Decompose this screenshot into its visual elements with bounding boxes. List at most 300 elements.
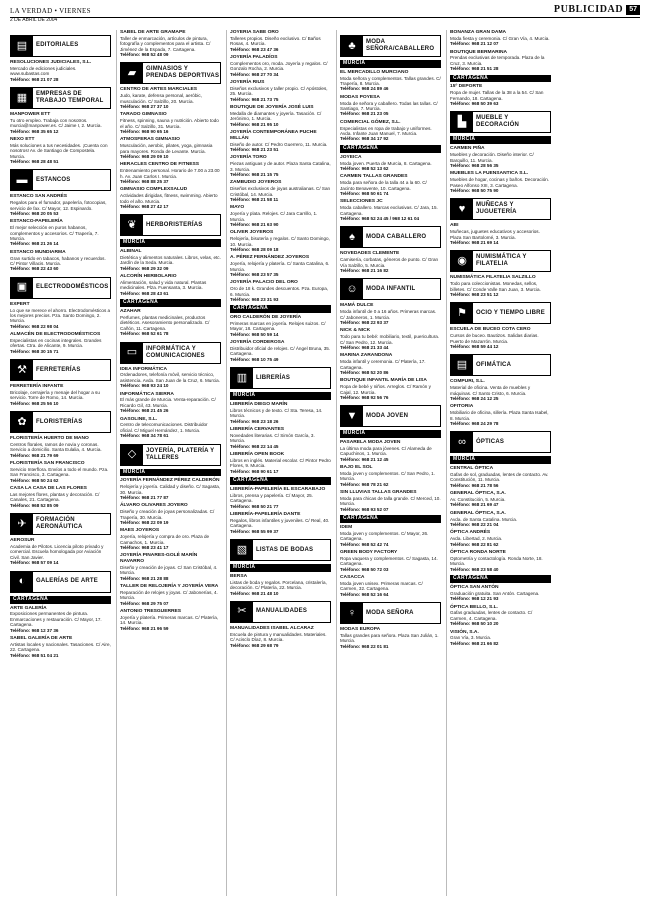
listing-entry [120, 87, 221, 109]
listing-name: AEROSUR [10, 538, 35, 544]
listing-phone: Teléfono: 968 21 77 87 [120, 495, 169, 501]
listing-description: Gafas de sol, graduadas, lentes de contacto. Av. Constitución, 11. Murcia. [450, 472, 549, 483]
listing-name: NOVEDADES CLEMENTE [340, 251, 400, 257]
listing-phone: Teléfono: 968 22 01 81 [340, 643, 389, 649]
listing-entry [230, 55, 331, 77]
listing-name: BAJO EL SOL [340, 465, 373, 471]
listing-name: TALLER DE RELOJERÍA Y JOYERÍA VERA [120, 584, 219, 590]
listing-name: NICK & NICK [340, 328, 371, 334]
listing-entry [340, 120, 441, 142]
listing-phone: Teléfono: 968 59 44 12 [450, 343, 499, 349]
listing-entry [230, 427, 331, 449]
listing-name: GENERAL ÓPTICA, S.A. [450, 510, 506, 516]
listing-phone: Teléfono: 968 21 73 75 [230, 96, 279, 102]
category-header [10, 35, 111, 57]
listing-phone: Teléfono: 968 21 07 28 [10, 76, 59, 82]
city-subheading: MURCIA [450, 456, 551, 464]
listing-entry [120, 503, 221, 525]
listing-entry [230, 280, 331, 302]
listing-description: Joyería y platería. Primeras marcas. C/ Platería, 14. Murcia. [120, 615, 219, 626]
city-subheading: CARTAGENA [120, 299, 221, 307]
city-subheading: MURCIA [230, 564, 331, 572]
category-header [340, 278, 441, 300]
listing-entry [230, 180, 331, 202]
listing-name: MARINA ZARANDONA [340, 353, 393, 359]
listing-description: Listas de boda y regalos. Porcelana, cristalería, decoración. C/ Platería, 22. Murcia. [230, 579, 327, 591]
category-title: MODA SEÑORA/CABALLERO [366, 38, 435, 52]
listing-description: Av. Constitución, 5. Murcia. [450, 497, 506, 503]
shirt-icon: ▼ [341, 406, 363, 426]
listing-description: Tu otro empleo. Trabaja con nosotros. murcia@manpower.es. C/ Jaime I, 2. Murcia. [10, 117, 102, 129]
listing-entry [230, 574, 331, 596]
listing-name: SABEL DE ARTE GRAMAPÉ [120, 30, 186, 35]
listing-description: Graduación gratuita. San Antón. Cartagena. [450, 590, 540, 596]
directory-column [226, 30, 331, 896]
listing-phone: Teléfono: 968 35 65 12 [10, 128, 59, 134]
listing-name: MANPOWER ETT [10, 112, 51, 117]
listing-name: ANTONIO TRESGUERRES [120, 609, 182, 615]
category-title: MODA SEÑORA [366, 609, 414, 616]
category-header [120, 62, 221, 84]
listing-description: Especialistas en cocinas integrales. Grandes ofertas. Ctra. de Alicante, 9. Murcia. [10, 338, 102, 349]
listing-phone: Teléfono: 968 12 21 93 [450, 596, 499, 602]
listing-phone: Teléfono: 968 21 28 88 [120, 575, 169, 581]
listing-name: LIBRERÍA CERVANTES [230, 427, 284, 433]
listing-description: Las mejores flores, plantas y decoración. C/ Canales, 21. Cartagena. [10, 492, 100, 503]
listing-name: FLORISTERÍA SAN FRANCISCO [10, 461, 85, 467]
child-icon: ☺ [341, 279, 363, 299]
listing-entry [340, 328, 441, 350]
listing-phone: Teléfono: 968 21 66 82 [450, 640, 499, 646]
listing-description: Tallas grandes para señora. Plaza San Julián, 1. Murcia. [340, 632, 439, 644]
listing-entry [340, 353, 441, 375]
listing-description: Muñecas, juguetes educativos y accesorios. Plaza San Bartolomé, 3. Murcia. [450, 229, 540, 240]
category-title: OFIMÁTICA [476, 361, 512, 368]
listing-entry [120, 249, 221, 271]
listing-entry [450, 171, 551, 193]
listing-entry [10, 194, 111, 216]
listing-description: Gran Vía, 3. Murcia. [450, 635, 492, 641]
listing-phone: Teléfono: 968 23 41 17 [120, 545, 169, 551]
listing-entry [10, 250, 111, 272]
listing-name: HERACLES CENTRO DE FITNESS [120, 162, 200, 168]
listing-description: Medalla de diamantes y joyería. Tasación. C/ Jerónimo, 1. Murcia. [230, 110, 322, 122]
listing-description: Diseño de autor. C/ Pedro Guerrero, 11. Murcia. [230, 141, 328, 147]
listing-phone: Teléfono: 968 27 70 34 [230, 71, 279, 77]
listing-description: Centros florales, ramos de novia y coronas. Servicio a domicilio. Santa Eulalia, 4. Murcia. [10, 442, 102, 453]
listing-entry [450, 630, 551, 647]
listing-entry [10, 332, 111, 354]
listing-phone: Teléfono: 968 21 26 14 [10, 241, 59, 247]
listing-name: INFORMÁTICA SIERRA [120, 391, 174, 397]
category-header [450, 354, 551, 376]
listing-phone: Teléfono: 968 52 13 62 [340, 165, 389, 171]
listing-entry [450, 530, 551, 547]
directory-column [336, 30, 441, 896]
listing-description: Lo que se merece el ahorro. Electrodomésticos a los mejores precios. Pza. Santo Domingo, 2. Murcia. [10, 307, 111, 324]
city-subheading: MURCIA [340, 60, 441, 68]
listing-name: JOYERÍA RIUS [230, 80, 265, 85]
listing-phone: Teléfono: 968 28 48 51 [10, 159, 59, 164]
city-subheading: MURCIA [340, 430, 441, 438]
listing-name: ESTANCO SAN ANDRÉS [10, 194, 68, 200]
listing-name: JOYERÍA PALADÍOS [230, 55, 278, 60]
city-subheading: MURCIA [120, 469, 221, 477]
listing-description: Muebles y decoración. Diseño interior. C/ Barquillo, 11. Murcia. [450, 152, 534, 163]
listing-name: ALMACÉN DE ELECTRODOMÉSTICOS [10, 332, 101, 338]
listing-phone: Teléfono: 968 10 75 49 [230, 356, 279, 362]
listing-name: RESOLUCIONES JUDICIALES, S.L. [10, 60, 92, 65]
page-header [10, 3, 640, 18]
glasses-icon: ∞ [451, 432, 473, 452]
listing-entry [120, 553, 221, 581]
listing-name: OLIVER JOYEROS [230, 230, 274, 236]
listing-phone: Teléfono: 968 90 65 16 [120, 129, 169, 134]
listing-phone: Teléfono: 968 51 04 21 [10, 652, 59, 658]
directory-column [446, 30, 551, 896]
listing-name: MAMÁ DULCE [340, 303, 374, 309]
scissors-icon: ✂ [231, 602, 253, 622]
listing-entry [450, 379, 551, 401]
listing-phone: Teléfono: 968 23 58 40 [450, 566, 499, 572]
listing-description: Moda fiesta y ceremonia. C/ Gran Vía, 4. Murcia. [450, 35, 550, 41]
listing-name: JOYEICA [340, 154, 362, 160]
category-header [10, 277, 111, 299]
listing-phone: Teléfono: 968 21 16 82 [340, 267, 389, 273]
listing-phone: Teléfono: 968 21 12 07 [450, 41, 499, 47]
category-title: GIMNASIOS Y PRENDAS DEPORTIVAS [146, 66, 220, 80]
listing-description: Ropa de mujer. Tallas de la 38 a la 54. C/ San Fernando, 18. Cartagena. [450, 90, 544, 101]
city-subheading: CARTAGENA [450, 75, 551, 83]
listing-description: Moda señora y complementos. Tallas grandes. C/ Trapería, 8. Murcia. [340, 75, 441, 87]
listing-entry [10, 112, 111, 134]
listing-phone: Teléfono: 968 90 61 17 [230, 468, 279, 474]
gift-icon: ▧ [231, 540, 253, 560]
city-subheading: CARTAGENA [340, 145, 441, 153]
listing-entry [340, 525, 441, 547]
listing-phone: Teléfono: 968 21 96 59 [120, 625, 169, 631]
listing-name: 15º DEPORTE [450, 84, 483, 90]
listing-name: JOYERÍA CORDEROSA [230, 340, 285, 346]
category-header [120, 444, 221, 466]
listing-phone: Teléfono: 968 52 20 86 [340, 369, 389, 375]
newspaper-name: LA VERDAD • VIERNES [10, 6, 91, 15]
listing-entry [10, 606, 111, 633]
appliance-icon: ▣ [11, 278, 33, 298]
listing-phone: Teléfono: 968 28 43 61 [120, 290, 169, 296]
category-title: ÓPTICAS [476, 438, 505, 445]
listing-name: EXPERT [10, 301, 30, 307]
listing-entry [10, 636, 111, 658]
listing-description: Ropa vaquera y complementos. C/ Sagasta, 14. Cartagena. [340, 555, 438, 567]
listing-description: Más soluciones a tus necesidades. ¡Cuenta con nosotros! Av. de Santiago de Compostela. Murcia. [10, 142, 108, 159]
listing-phone: Teléfono: 968 52 48 09 [120, 52, 169, 57]
listing-entry [340, 303, 441, 325]
category-header [230, 367, 331, 389]
listing-name: MAES JOYEROS [120, 528, 160, 534]
listing-phone: Teléfono: 968 52 61 78 [120, 331, 169, 337]
listing-name: A. PÉREZ FERNÁNDEZ JOYEROS [230, 255, 310, 261]
cigarette-icon: ▬ [11, 170, 33, 190]
listing-description: Avda. Libertad, 2. Murcia. [450, 536, 503, 542]
listing-phone: Teléfono: 968 24 29 78 [450, 420, 499, 426]
listing-description: El mejor selección en puros habanos, complementos y accesorios. C/ Trapería, 7. Murcia. [10, 225, 99, 241]
listing-phone: Teléfono: 968 50 59 14 [230, 331, 279, 337]
category-title: MUÑECAS Y JUGUETERÍA [476, 202, 517, 216]
listing-phone: Teléfono: 968 22 14 45 [230, 443, 279, 449]
listing-phone: Teléfono: 968 29 68 79 [230, 642, 279, 648]
listing-name: JOYERÍA SABÉ ORO [230, 30, 279, 35]
listing-description: Fitness, spinning, sauna y nutrición. Abierto todo el año. C/ Salzillo, 31. Murcia. [120, 118, 219, 129]
listing-name: MAYO [230, 205, 245, 211]
category-title: ESTANCOS [36, 176, 71, 183]
listing-phone: Teléfono: 968 23 51 12 [450, 291, 499, 297]
category-title: OCIO Y TIEMPO LIBRE [476, 309, 545, 316]
listing-entry [450, 50, 551, 72]
listing-entry [230, 487, 331, 509]
listing-name: CASA LA CASA DE LAS FLORES [10, 486, 87, 492]
listing-phone: Teléfono: 968 21 23 05 [340, 111, 389, 117]
listing-name: OFITORIA [450, 404, 474, 410]
listing-entry [10, 461, 111, 483]
listing-description: Diseño y creación de joyas. C/ San Cristóbal, 4. Murcia. [120, 565, 218, 576]
listing-phone: Teléfono: 968 21 69 47 [450, 502, 499, 508]
listing-entry [340, 575, 441, 597]
listing-phone: Teléfono: 968 52 24 45 / 968 12 61 04 [340, 215, 420, 221]
listing-name: BONANZA GRAN DAMA [450, 30, 507, 35]
listing-description: Taller de enmarcación, artículos de pintura, fotografía y complementos para el artista. C/ Jiménez de la Espada, 7. Cartagena. [120, 35, 211, 52]
listing-description: Reparación de relojes y joyas. C/ Jabonerías, 4. Murcia. [120, 590, 218, 601]
city-subheading: MURCIA [230, 392, 331, 400]
listing-entry [340, 95, 441, 117]
listing-name: LIBRERÍA DIEGO MARÍN [230, 402, 288, 408]
listing-entry [230, 205, 331, 227]
listing-description: Moda de señora y caballero. Todas las tallas. C/ Santiago, 7. Murcia. [340, 100, 438, 112]
listing-phone: Teléfono: 968 50 72 03 [340, 566, 389, 572]
listing-name: MODAS POYESA [340, 94, 380, 100]
listing-description: Talleres propios. Diseño exclusivo. C/ Baños Rosas, 4. Murcia. [230, 35, 321, 47]
listing-entry [230, 402, 331, 424]
listing-description: Libros en inglés. Material escolar. C/ Pintor Pedro Flores, 9. Murcia. [230, 457, 331, 469]
listing-phone: Teléfono: 968 24 89 46 [340, 86, 389, 92]
listing-entry [450, 327, 551, 349]
listing-description: Primeras marcas en joyería. Relojes suizos. C/ Mayor, 18. Cartagena. [230, 321, 326, 332]
dress-icon: ♣ [341, 36, 363, 56]
listing-name: ATMOSFERAS GIMNASIO [120, 137, 180, 143]
tools-icon: ⚒ [11, 360, 33, 380]
category-title: EDITORIALES [36, 42, 79, 49]
listing-entry [120, 137, 221, 159]
category-header [10, 87, 111, 109]
listing-entry [450, 146, 551, 168]
category-title: GALERÍAS DE ARTE [36, 578, 98, 585]
listing-phone: Teléfono: 968 50 21 77 [230, 503, 279, 509]
category-title: HERBORISTERÍAS [146, 221, 203, 228]
listing-description: Mercado de ediciones judiciales. www.subastas.com [10, 65, 77, 77]
category-title: MODA INFANTIL [366, 285, 416, 292]
listing-description: Ropa de bebé y niños. Arreglos. C/ Ramón y Cajal, 12. Murcia. [340, 384, 431, 395]
category-title: INFORMÁTICA Y COMUNICACIONES [146, 345, 205, 359]
listing-description: Academia de Pilotos. Licencia piloto privado y comercial. Escuela homologada por Aviación Civil. San Javier. [10, 544, 104, 560]
listing-description: Gran surtido en tabacos, habanos y recuerdos. C/ Pintor Villacis. Murcia. [10, 255, 106, 266]
listing-entry [120, 392, 221, 414]
listing-description: Cursos de buceo. Bautizos. Salidas diarias. Puerto de Mazarrón. Murcia. [450, 333, 539, 344]
listing-name: SELECCIONES JC [340, 199, 383, 205]
listing-description: Servicio Interflora. Envíos a todo el mundo. Pza. San Francisco, 3. Cartagena. [10, 467, 109, 478]
listing-description: Libros, prensa y papelería. C/ Mayor, 25. Cartagena. [230, 492, 313, 504]
listing-name: AZAHAR [120, 309, 141, 315]
listing-description: Artistas locales y nacionales. Tasaciones. C/ Aire, 22. Cartagena. [10, 641, 111, 653]
category-title: ELECTRODOMÉSTICOS [36, 284, 109, 291]
listing-description: Actividades dirigidas, fitness, swimming. Abierto todo el año. Murcia. [120, 193, 218, 204]
listing-name: JOYERÍA TORO [230, 155, 267, 161]
page-number: 57 [626, 5, 640, 15]
listing-name: EL MERCADILLO MURCIANO [340, 69, 409, 75]
listing-entry [340, 70, 441, 92]
listing-name: IDEM [340, 525, 353, 531]
listing-phone: Teléfono: 968 78 21 62 [340, 481, 389, 487]
category-title: JOYERÍA, PLATERÍA Y TALLERES [146, 447, 215, 461]
listing-name: MODAS EUROPA [340, 627, 381, 633]
category-header [340, 226, 441, 248]
listing-entry [230, 105, 331, 127]
listing-phone: Teléfono: 968 21 78 56 [450, 482, 499, 488]
listing-phone: Teléfono: 968 27 37 10 [120, 104, 169, 109]
listing-description: Moda joven unisex. Primeras marcas. C/ Carmen, 32. Cartagena. [340, 580, 423, 592]
ring-icon: ◇ [121, 445, 143, 465]
listing-entry [230, 315, 331, 337]
listing-phone: Teléfono: 968 21 63 90 [230, 221, 279, 227]
listing-entry [120, 162, 221, 184]
listing-name: FLORISTERÍA HUERTO DE MANO [10, 436, 89, 442]
listing-name: ORO CALDERÓN DE JOYERÍA [230, 315, 302, 321]
computer-icon: ▭ [121, 343, 143, 363]
listing-name: BERSA [230, 573, 248, 579]
listing-phone: Teléfono: 968 29 09 10 [120, 154, 169, 159]
listing-entry [10, 436, 111, 458]
listing-description: Piezas antiguas y de autor. Plaza Santa Catalina, 3. Murcia. [230, 161, 331, 172]
listing-name: ÓPTICA SAN ANTÓN [450, 584, 499, 590]
category-header [10, 513, 111, 535]
listing-name: ESCUELA DE BUCEO COTA CERO [450, 327, 531, 333]
category-title: FORMACIÓN AERONÁUTICA [36, 517, 83, 531]
listing-phone: Teléfono: 968 29 75 07 [120, 600, 169, 606]
listing-name: MUEBLES LA FUENSANTICA S.L. [450, 171, 529, 177]
listing-description: Todo para tu bebé: mobiliario, textil, puericultura. C/ San Pedro, 12. Murcia. [340, 334, 440, 345]
listing-phone: Teléfono: 968 21 23 51 [230, 146, 279, 152]
listing-description: Material de oficina. Venta de muebles y máquinas. C/ Santo Cristo, 6. Murcia. [450, 385, 531, 396]
listing-description: Oro de 18 k. Grandes descuentos. Pza. Europa, 6. Murcia. [230, 286, 329, 297]
listing-phone: Teléfono: 968 93 52 07 [340, 506, 389, 512]
listing-description: Bricolaje, cerrajería y menaje del hogar a su servicio. Torre de Romo, 14. Murcia. [10, 390, 100, 401]
listing-phone: Teléfono: 968 57 09 14 [10, 560, 59, 566]
listing-phone: Teléfono: 968 21 12 45 [340, 456, 389, 462]
printer-icon: ▤ [451, 355, 473, 375]
listing-name: FERRETERÍA INFANTE [10, 384, 64, 390]
listing-description: Exposiciones permanentes de pintura. Enmarcaciones y restauración. C/ Mayor, 17. Cartagena. [10, 611, 102, 628]
listing-phone: Teléfono: 968 23 18 26 [230, 418, 279, 424]
listing-phone: Teléfono: 968 12 37 36 [10, 627, 59, 633]
category-title: MODA CABALLERO [366, 233, 427, 240]
category-header [340, 405, 441, 427]
listing-name: ZAMBUDIO JOYEROS [230, 180, 282, 186]
listing-phone: Teléfono: 968 50 39 63 [450, 101, 499, 107]
listing-description: Ordenadores, telefonía móvil, servicio técnico, asistencia. Avda. San Juan de la Cruz, 6. Murcia. [120, 372, 221, 383]
coin-icon: ◉ [451, 251, 473, 271]
listing-entry [450, 404, 551, 426]
city-subheading: CARTAGENA [340, 515, 441, 523]
listing-phone: Teléfono: 968 30 15 71 [10, 348, 59, 354]
section-title: PUBLICIDAD [553, 4, 624, 16]
listing-entry [120, 417, 221, 439]
flower-icon: ✿ [11, 412, 33, 432]
listing-name: CENTRO DE ARTES MARCIALES [120, 87, 197, 93]
listing-entry [230, 512, 331, 534]
listing-name: GASOLINE, S.L. [120, 416, 158, 422]
category-title: FERRETERÍAS [36, 366, 81, 373]
listing-description: Diseño y creación de joyas personalizadas. C/ Trapería, 30. Murcia. [120, 509, 215, 520]
listing-description: Distribuidor oficial de relojes. C/ Ángel Bruna, 35. Cartagena. [230, 346, 331, 357]
woman-icon: ♀ [341, 603, 363, 623]
category-header [340, 602, 441, 624]
listing-name: SABEL GALERÍA DE ARTE [10, 635, 73, 641]
listing-entry [450, 605, 551, 627]
listing-description: Muebles de hogar, cocinas y baños. Decoración. Paseo Alfonso XIII, 3. Cartagena. [450, 177, 550, 188]
listing-phone: Teléfono: 968 28 09 18 [230, 246, 279, 252]
listing-entry [120, 309, 221, 336]
listing-entry [450, 223, 551, 245]
city-subheading: CARTAGENA [10, 596, 111, 604]
listing-entry [340, 251, 441, 273]
category-header [230, 601, 331, 623]
leisure-icon: ⚑ [451, 303, 473, 323]
listing-name: NEXO ETT [10, 137, 35, 142]
section-header [554, 4, 640, 17]
category-header [10, 169, 111, 191]
listing-description: Prendas exclusivas de temporada. Plaza de la Cruz, 3. Murcia. [450, 55, 545, 66]
listing-entry [230, 30, 331, 52]
city-subheading: CARTAGENA [230, 305, 331, 313]
listing-description: Moda infantil y ceremonia. C/ Platería, 17. Cartagena. [340, 359, 426, 370]
listing-description: Dietética y alimentos naturales. Libros, velas, etc. Jardín de la Seda. Murcia. [120, 255, 221, 266]
listing-phone: Teléfono: 968 52 42 74 [340, 541, 389, 547]
category-header [10, 359, 111, 381]
listing-entry [340, 378, 441, 400]
listing-description: Complementos oro, moda. Joyería y regalos. C/ Gonzalo Rocha, 2. Murcia. [230, 60, 328, 72]
listing-entry [10, 384, 111, 406]
listing-phone: Teléfono: 968 34 17 92 [340, 136, 389, 142]
listing-name: IDEA INFORMÁTICA [120, 366, 168, 372]
listing-entry [450, 491, 551, 508]
listing-description: Relojería y joyería. Calidad y diseño. C/ Sagasta, 30. Murcia. [120, 484, 221, 495]
category-header [10, 411, 111, 433]
listing-entry [230, 255, 331, 277]
listing-description: Centro de telecomunicaciones. Distribuidor oficial. C/ Miguel Hernández, 1. Murcia. [120, 422, 208, 433]
directory-column [116, 30, 221, 896]
listing-name: ABI [450, 223, 459, 229]
doll-icon: ♥ [451, 199, 473, 219]
listing-entry [120, 528, 221, 550]
books-icon: ▥ [231, 368, 253, 388]
book-icon: ▤ [11, 36, 33, 56]
listing-entry [230, 452, 331, 474]
category-title: MANUALIDADES [256, 608, 308, 615]
listing-name: ESTANCO-PAPELERÍA [10, 219, 63, 225]
listing-entry [340, 490, 441, 512]
listing-description: Moda joven y complementos. C/ Mayor, 26. Cartagena. [340, 530, 429, 542]
listing-phone: Teléfono: 968 22 98 04 [10, 323, 59, 329]
listing-entry [340, 440, 441, 462]
